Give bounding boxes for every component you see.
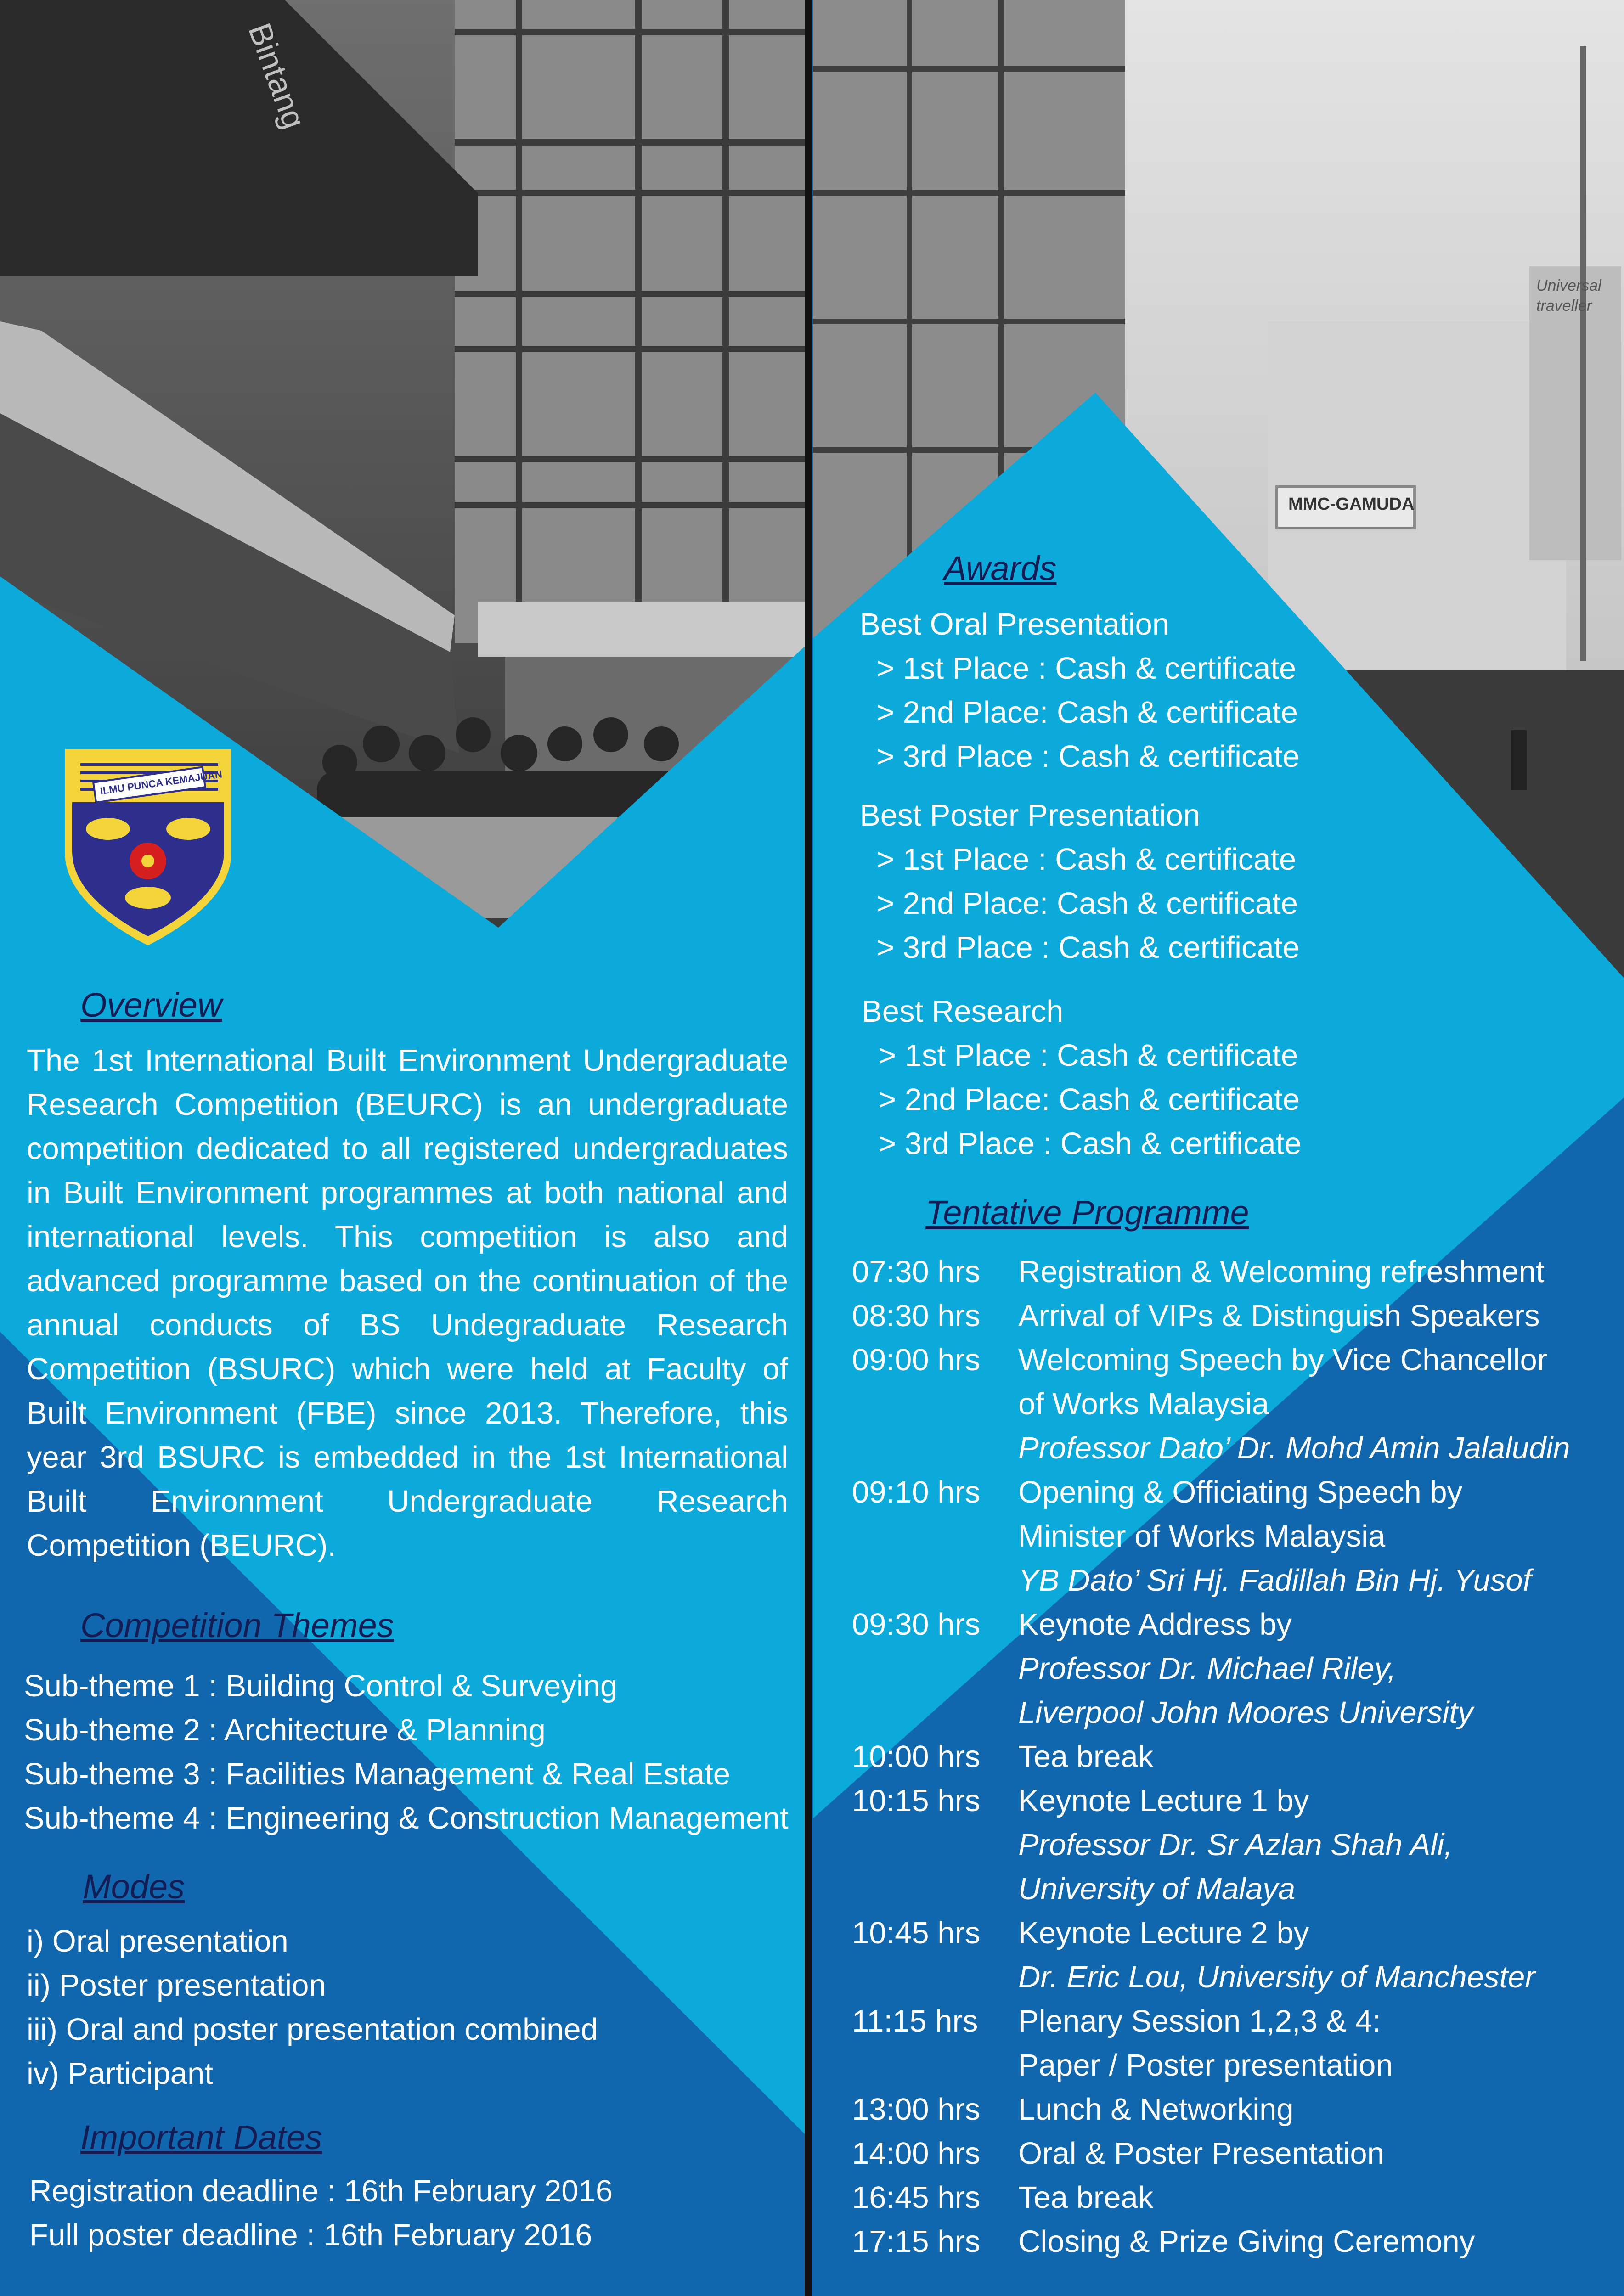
award-group-title: Best Oral Presentation [860,607,1170,642]
programme-line: Plenary Session 1,2,3 & 4: [1018,2004,1381,2038]
programme-line: Welcoming Speech by Vice Chancellor [1018,1343,1548,1377]
programme-line: Closing & Prize Giving Ceremony [1018,2224,1475,2259]
mode-item: i) Oral presentation [27,1924,288,1958]
programme-line: Arrival of VIPs & Distinguish Speakers [1018,1299,1540,1333]
mode-item: iv) Participant [27,2056,213,2091]
awards-heading: Awards [944,549,1057,587]
programme-line: Tea break [1018,1739,1154,1774]
mmc-sign: MMC-GAMUDA [1288,495,1415,514]
award-place: > 1st Place : Cash & certificate [878,1038,1298,1073]
programme-speaker: Liverpool John Moores University [1018,1695,1473,1730]
programme-row [852,1603,1614,1735]
programme-row [852,1338,1614,1470]
programme-time: 09:00 hrs [852,1343,981,1377]
themes-heading: Competition Themes [80,1606,394,1644]
programme-row [852,1911,1614,1999]
dates-heading: Important Dates [80,2118,322,2156]
dates-list [29,2169,613,2257]
award-place: > 2nd Place: Cash & certificate [878,1082,1300,1117]
award-group-poster [860,793,1300,970]
programme-line: Minister of Works Malaysia [1018,1519,1386,1553]
award-place: > 3rd Place : Cash & certificate [878,1126,1302,1161]
programme-line: Keynote Address by [1018,1607,1292,1642]
date-item: Registration deadline : 16th February 2016 [29,2174,613,2208]
programme-row [852,2132,1614,2176]
award-place: > 3rd Place : Cash & certificate [876,739,1300,774]
programme-time: 13:00 hrs [852,2092,981,2127]
programme-line: Registration & Welcoming refreshment [1018,1255,1545,1289]
programme-heading: Tentative Programme [925,1193,1249,1232]
overview-heading: Overview [80,986,222,1024]
programme-description [1018,1911,1614,1999]
programme-speaker: University of Malaya [1018,1872,1296,1906]
mode-item: ii) Poster presentation [27,1968,326,2003]
modes-list [27,1919,598,2096]
programme-description [1018,2176,1614,2220]
programme-description [1018,1603,1614,1735]
programme-time: 10:00 hrs [852,1739,981,1774]
programme-description [1018,1735,1614,1779]
programme-description [1018,1999,1614,2088]
programme-description [1018,1294,1614,1338]
programme-time: 16:45 hrs [852,2180,981,2215]
programme-time: 10:15 hrs [852,1784,981,1818]
themes-list [24,1664,789,1840]
programme-line: of Works Malaysia [1018,1387,1269,1421]
award-group-oral [860,602,1300,779]
mode-item: iii) Oral and poster presentation combined [27,2012,598,2047]
award-group-research [862,990,1302,1166]
programme-time: 08:30 hrs [852,1299,981,1333]
programme-speaker: Professor Dr. Sr Azlan Shah Ali, [1018,1828,1453,1862]
programme-time: 09:10 hrs [852,1475,981,1509]
programme-time: 14:00 hrs [852,2136,981,2171]
programme-description [1018,1779,1614,1911]
theme-item: Sub-theme 2 : Architecture & Planning [24,1713,546,1747]
overview-text: The 1st International Built Environment Undergraduate Research Competition (BEURC) is an undergraduate competition dedicated to all registered undergraduates in Built Environment programmes at both national and international levels. This competition is also and advanced programme based on the continuation of the annual conducts of BS Undegraduate Research Competition (BSURC) which were held at Faculty of Built Environment (FBE) since 2013. Therefore, this year 3rd BSURC is embedded in the 1st International Built Environment Undergraduate Research Competition (BEURC). [27,1043,788,1563]
programme-line: Lunch & Networking [1018,2092,1294,2127]
programme-line: Keynote Lecture 2 by [1018,1916,1309,1950]
programme-line: Keynote Lecture 1 by [1018,1784,1309,1818]
programme-time: 10:45 hrs [852,1916,981,1950]
programme-description [1018,2088,1614,2132]
programme-description [1018,1338,1614,1470]
programme-row [852,1470,1614,1603]
programme-row [852,2176,1614,2220]
programme-row [852,1779,1614,1911]
programme-table [852,1250,1614,2264]
programme-time: 07:30 hrs [852,1255,981,1289]
programme-description [1018,1250,1614,1294]
programme-row [852,1735,1614,1779]
programme-line: Tea break [1018,2180,1154,2215]
billboard-text: Universal traveller [1536,277,1601,315]
programme-speaker: YB Dato’ Sri Hj. Fadillah Bin Hj. Yusof [1018,1563,1532,1598]
award-place: > 1st Place : Cash & certificate [876,651,1297,686]
programme-speaker: Professor Dr. Michael Riley, [1018,1651,1396,1686]
programme-speaker: Dr. Eric Lou, University of Manchester [1018,1960,1535,1994]
programme-line: Oral & Poster Presentation [1018,2136,1384,2171]
programme-description [1018,2132,1614,2176]
date-item: Full poster deadline : 16th February 2016 [29,2218,592,2252]
award-place: > 3rd Place : Cash & certificate [876,930,1300,965]
modes-heading: Modes [83,1868,185,1906]
crest-motto: ILMU PUNCA KEMAJUAN [99,768,223,797]
award-place: > 2nd Place: Cash & certificate [876,695,1298,730]
theme-item: Sub-theme 3 : Facilities Management & Real Estate [24,1757,731,1791]
programme-row [852,1999,1614,2088]
programme-row [852,2220,1614,2264]
programme-line: Opening & Officiating Speech by [1018,1475,1463,1509]
programme-time: 17:15 hrs [852,2224,981,2259]
award-place: > 1st Place : Cash & certificate [876,842,1297,877]
programme-time: 11:15 hrs [852,2004,978,2038]
award-group-title: Best Poster Presentation [860,798,1201,833]
programme-row [852,1294,1614,1338]
university-crest-logo [62,746,234,948]
theme-item: Sub-theme 1 : Building Control & Surveying [24,1669,618,1703]
award-group-title: Best Research [862,994,1064,1029]
programme-row [852,1250,1614,1294]
programme-description [1018,1470,1614,1603]
theme-item: Sub-theme 4 : Engineering & Construction Management [24,1801,789,1835]
photo-sign-text: Bintang [241,18,313,134]
programme-time: 09:30 hrs [852,1607,981,1642]
programme-row [852,2088,1614,2132]
programme-speaker: Professor Dato’ Dr. Mohd Amin Jalaludin [1018,1431,1570,1465]
programme-line: Paper / Poster presentation [1018,2048,1393,2082]
programme-description [1018,2220,1614,2264]
award-place: > 2nd Place: Cash & certificate [876,886,1298,921]
